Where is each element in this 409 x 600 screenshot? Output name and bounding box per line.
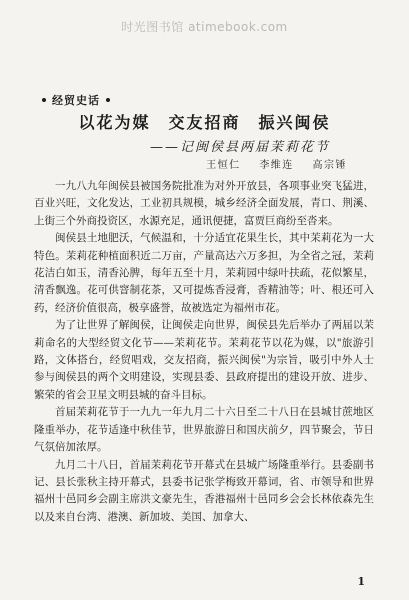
bullet-dot-icon [42, 98, 46, 102]
page-number: 1 [357, 575, 365, 588]
author-name: 高宗锤 [312, 160, 347, 171]
body-paragraph: 九月二十八日，首届茉莉花节开幕式在县城广场隆重举行。县委副书记、县长张秋主持开幕式，县委书记张学梅致开幕词，省、市领导和世界福州十邑同乡会副主席洪文豪先生，香港福州十邑同乡会会长林依森先生以及来自台湾、港澳、新加坡、美国、加拿大、 [34, 458, 374, 523]
body-paragraph: 首届茉莉花节于一九九一年九月二十六日至二十八日在县城甘蔗地区隆重举办，花节适逢中秋佳节，世界旅游日和国庆前夕，四节聚会，节日气氛倍加浓厚。 [34, 406, 374, 454]
author-name: 李维连 [259, 160, 294, 171]
author-list [192, 156, 347, 171]
article-title: 以花为媒 交友招商 振兴闽侯 [78, 113, 331, 132]
article-subtitle: ——记闽侯县两届茉莉花节 [150, 140, 331, 155]
article-body [34, 178, 374, 526]
body-paragraph: 闽侯县土地肥沃，气候温和，十分适宜花果生长，其中茉莉花为一大特色。茉莉花种植面积近二万亩，产量高达六万多担，为全省之冠，茉莉花洁白如玉，清香沁脾，每年五至十月，茉莉园中绿叶扶疏，花似繁星，清香飘逸。花可供窨制花茶，又可提炼香浸膏，香精油等；叶、根还可入药，经济价值很高，极享盛誉，故被选定为福州市花。 [34, 232, 374, 314]
watermark-text: 时光图书馆 atimebook.com [121, 20, 288, 34]
author-name: 王恒仁 [206, 160, 241, 171]
body-paragraph: 为了让世界了解闽侯，让闽侯走向世界，闽侯县先后举办了两届以茉莉命名的大型经贸文化节——茉莉花节。茉莉花节以花为媒，以"旅游引路，文体搭台，经贸唱戏，交友招商，振兴闽侯"为宗旨，吸引中外人士参与闽侯县的两个文明建设，实现县委、县政府提出的建设开放、进步、繁荣的省会卫星文明县城的奋斗目标。 [34, 319, 374, 401]
bullet-dot-icon [106, 98, 110, 102]
section-tag [36, 92, 116, 108]
section-tag-label: 经贸史话 [52, 94, 100, 107]
body-paragraph: 一九八九年闽侯县被国务院批准为对外开放县，各项事业突飞猛进，百业兴旺，文化发达，工业初具规模，城乡经济全面发展，青口、荆溪、上街三个外商投资区，水源充足，通讯便捷，富贾巨商纷至沓来。 [34, 180, 374, 227]
